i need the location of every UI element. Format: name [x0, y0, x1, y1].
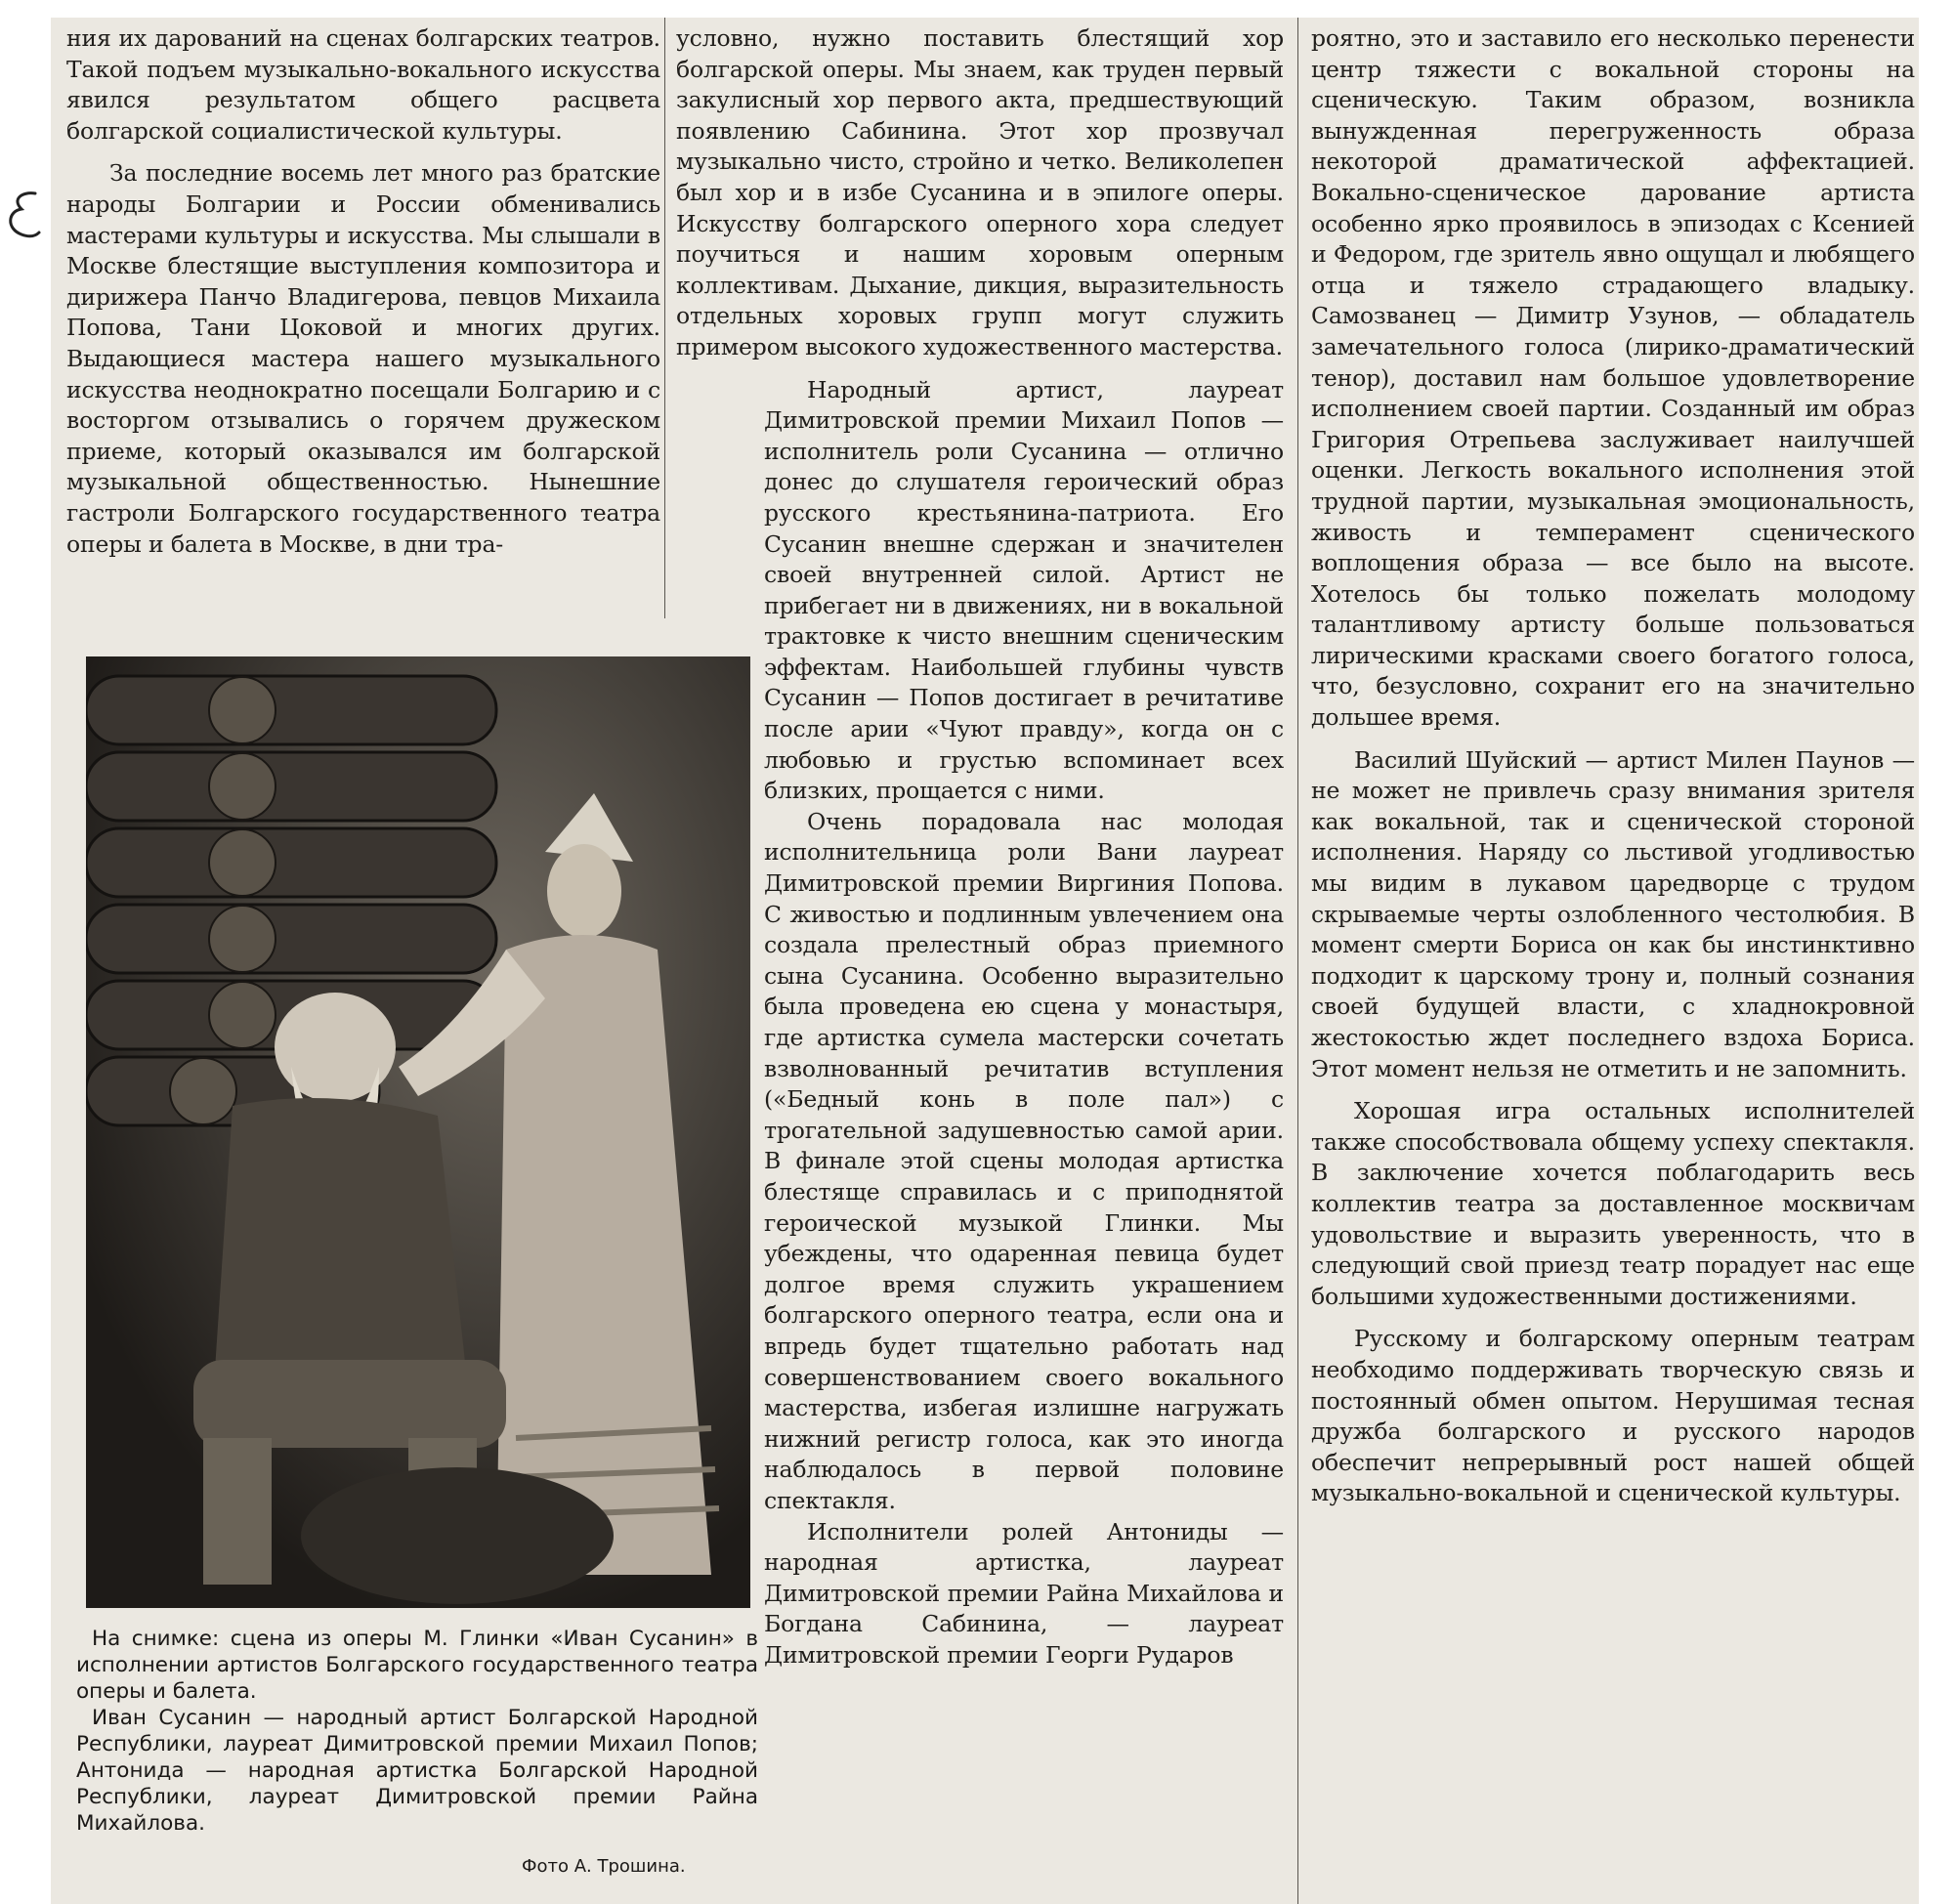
column-divider-2	[1297, 18, 1298, 1904]
photo-caption	[76, 1626, 758, 1837]
scan-top-margin	[51, 0, 1919, 18]
article-column-1	[66, 23, 660, 560]
column1-paragraph-2: За последние восемь лет много раз братские народы Болгарии и России обменивались мастерами культуры и искусства. Мы слышали в Москве блестящие выступления композитора и дирижера Панчо Владигерова, певцов Михаила Попова, Тани Цоковой и многих других. Выдающиеся мастера нашего музыкального искусства неоднократно посещали Болгарию и с восторгом отзывались о горячем дружеском приеме, который оказывался им болгарской музыкальной общественностью. Нынешние гастроли Болгарского государственного театра оперы и балета в Москве, в дни тра-	[66, 159, 660, 558]
handwritten-margin-mark	[0, 186, 47, 254]
column2-paragraph-4: Исполнители ролей Антониды — народная артистка, лауреат Димитровской премии Райна Михайлова и Богдана Сабинина, — лауреат Димитровской премии Георги Рударов	[764, 1517, 1284, 1669]
column2-paragraph-1: условно, нужно поставить блестящий хор болгарской оперы. Мы знаем, как труден первый закулисный хор первого акта, предшествующий появлению Сабинина. Этот хор прозвучал музыкально чисто, стройно и четко. Великолепен был хор и в избе Сусанина и в эпилоге оперы. Искусству болгарского оперного хора следует поучиться и нашим хоровым оперным коллективам. Дыхание, дикция, выразительность отдельных хоровых групп могут служить примером высокого художественного мастерства.	[676, 24, 1284, 360]
column3-paragraph-1: роятно, это и заставило его несколько перенести центр тяжести с вокальной стороны на сценическую. Таким образом, возникла вынужденная перегруженность образа некоторой драматической аффектацией. Вокально-сценическое дарование артиста особенно ярко проявилось в эпизодах с Ксенией и Федором, где зритель явно ощущал и любящего отца и тяжело страдающего владыку. Самозванец — Димитр Узунов, — обладатель замечательного голоса (лирико-драматический тенор), доставил нам большое удовлетворение исполнением своей партии. Созданный им образ Григория Отрепьева заслуживает наилучшей оценки. Легкость вокального исполнения этой трудной партии, музыкальная эмоциональность, живость и темперамент сценического воплощения образа — все было на высоте. Хотелось бы только пожелать молодому талантливому артисту больше пользоваться лирическими красками своего богатого голоса, что, безусловно, сохранит его на значительно дольшее время.	[1311, 24, 1915, 732]
newspaper-clipping	[51, 18, 1919, 1904]
column1-paragraph-1: ния их дарований на сценах болгарских театров. Такой подъем музыкально-вокального искусства явился результатом общего расцвета болгарской социалистической культуры.	[66, 24, 660, 145]
scan-right-margin	[1919, 0, 1954, 1904]
caption-paragraph-2: Иван Сусанин — народный артист Болгарской Народной Республики, лауреат Димитровской премии Михаил Попов; Антонида — народная артистка Болгарской Народной Республики, лауреат Димитровской премии Райна Михайлова.	[76, 1706, 758, 1836]
column3-paragraph-4: Русскому и болгарскому оперным театрам необходимо поддерживать творческую связь и постоянный обмен опытом. Нерушимая тесная дружба болгарского и русского народов обеспечит непрерывный рост нашей общей музыкально-вокальной и сценической культуры.	[1311, 1325, 1915, 1507]
column3-paragraph-3: Хорошая игра остальных исполнителей также способствовала общему успеху спектакля. В заключение хочется поблагодарить весь коллектив театра за доставленное москвичам удовольствие и выразить уверенность, что в следующий свой приезд театр порадует нас еще большими художественными достижениями.	[1311, 1097, 1915, 1310]
column2-paragraph-2: Народный артист, лауреат Димитровской премии Михаил Попов — исполнитель роли Сусанина — отлично донес до слушателя героический образ русского крестьянина-патриота. Его Сусанин внешне сдержан и значителен своей внутренней силой. Артист не прибегает ни в движениях, ни в вокальной трактовке к чисто внешним сценическим эффектам. Наибольшей глубины чувств Сусанин — Попов достигает в речитативе после арии «Чуют правду», когда он с любовью и грустью вспоминает всех близких, прощается с ними.	[764, 375, 1284, 805]
article-column-3	[1311, 23, 1915, 1509]
photo-credit: Фото А. Трошина.	[522, 1856, 686, 1877]
column-divider-1	[664, 18, 665, 618]
column3-paragraph-2: Василий Шуйский — артист Милен Паунов — не может не привлечь сразу внимания зрителя как вокальной, так и сценической стороной исполнения. Наряду со льстивой угодливостью мы видим в лукавом царедворце с трудом скрываемые черты озлобленного честолюбия. В момент смерти Бориса он как бы инстинктивно подходит к царскому трону и, полный сознания своей будущей власти, с хладнокровной жестокостью ждет последнего вздоха Бориса. Этот момент нельзя не отметить и не запомнить.	[1311, 745, 1915, 1082]
column2-paragraph-3: Очень порадовала нас молодая исполнительница роли Вани лауреат Димитровской премии Виргиния Попова. С живостью и подлинным увлечением она создала прелестный образ приемного сына Сусанина. Особенно выразительно была проведена ею сцена у монастыря, где артистка сумела мастерски сочетать взволнованный речитатив вступления («Бедный конь в поле пал») с трогательной задушевностью самой арии. В финале этой сцены молодая артистка блестяще справилась и с приподнятой героической музыкой Глинки. Мы убеждены, что одаренная певица будет долгое время служить украшением болгарского оперного театра, если она и впредь будет тщательно работать над совершенствованием своего вокального мастерства, избегая излишне нагружать нижний регистр голоса, как это иногда наблюдалось в первой половине спектакля.	[764, 807, 1284, 1514]
opera-scene-photo	[86, 656, 750, 1608]
article-column-2	[676, 23, 1284, 1671]
caption-paragraph-1: На снимке: сцена из оперы М. Глинки «Иван Сусанин» в исполнении артистов Болгарского государственного театра оперы и балета.	[76, 1627, 758, 1704]
